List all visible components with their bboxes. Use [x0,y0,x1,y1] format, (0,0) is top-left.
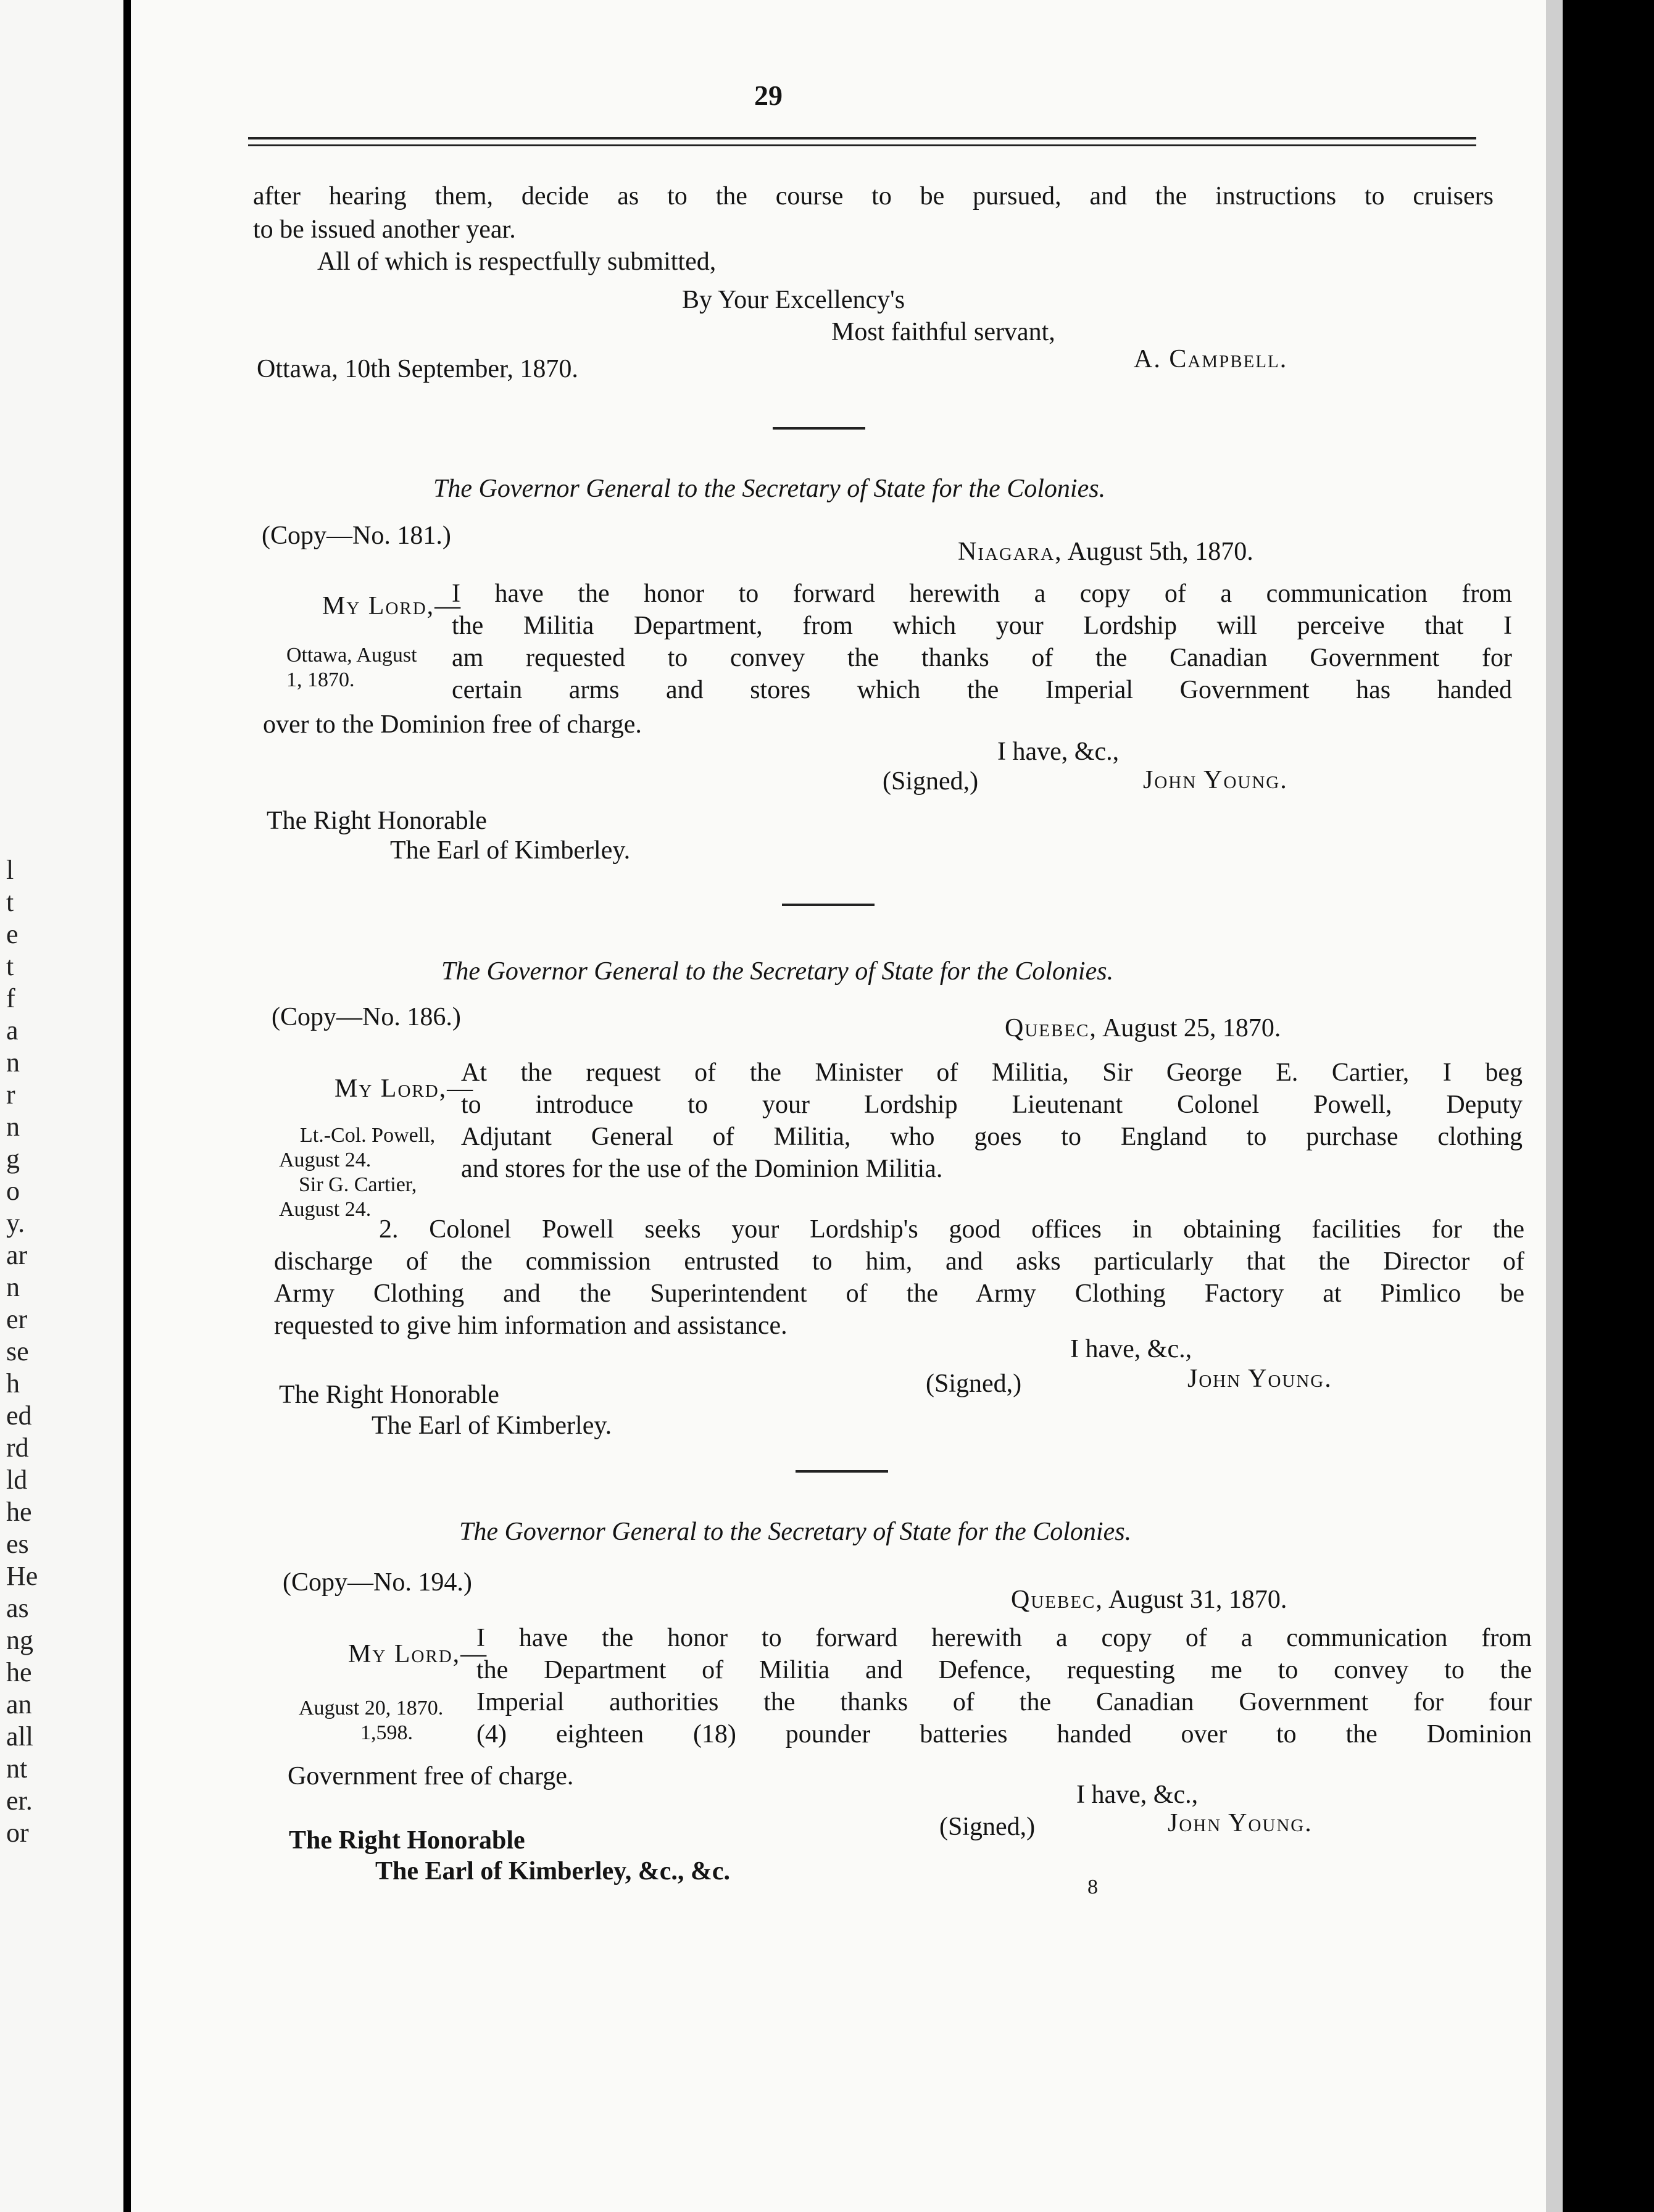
letter-3-line-3: Imperial authorities the thanks of the Canadian Government for four [476,1688,1532,1716]
facing-page-fragment: nt [6,1753,28,1784]
facing-page-fragment: ed [6,1400,32,1431]
facing-page-fragment: n [6,1272,20,1302]
letter-2-salutation: My Lord,— [335,1075,475,1103]
footer-mark: 8 [1087,1876,1098,1898]
facing-page-fragment: r [6,1079,15,1110]
letter-2-para2-line-2: discharge of the commission entrusted to him, and asks particularly that the Director of [274,1247,1524,1276]
letter-2-line-4: and stores for the use of the Dominion Militia. [461,1155,943,1183]
facing-page-fragment: g [6,1144,20,1174]
letter-1-copy-no: (Copy—No. 181.) [262,522,451,550]
letter-2-heading: The Governor General to the Secretary of State for the Colonies. [441,957,1114,986]
letter-1-signer: John Young. [1143,766,1288,794]
facing-page-fragment: t [6,951,14,981]
letter-2-line-2: to introduce to your Lordship Lieutenant Colonel Powell, Deputy [461,1091,1523,1119]
opening-line-3: All of which is respectfully submitted, [317,247,717,276]
letter-3-place: Quebec, [1011,1586,1103,1614]
letter-2-margin-note-3: Sir G. Cartier, [299,1173,417,1196]
letter-3-line-4: (4) eighteen (18) pounder batteries handed over to the Dominion [476,1720,1532,1748]
facing-page-fragment: rd [6,1432,29,1463]
header-rule-bottom [248,144,1476,146]
facing-page-fragment: he [6,1657,32,1687]
letter-1-margin-note-2: 1, 1870. [286,668,355,691]
facing-page-fragment: e [6,919,19,949]
letter-1-date: August 5th, 1870. [1067,538,1253,566]
facing-page-fragment: ar [6,1240,28,1270]
letter-1-line-5: over to the Dominion free of charge. [263,710,642,739]
letter-2-place: Quebec, [1005,1014,1097,1042]
facing-page-fragment: n [6,1047,20,1078]
letter-1-signed: (Signed,) [883,767,979,796]
letter-3-signed: (Signed,) [939,1813,1036,1841]
opening-line-2: to be issued another year. [253,215,516,244]
facing-page-fragment: f [6,983,15,1013]
letter-3-addressee-1: The Right Honorable [289,1826,525,1855]
letter-1-line-4: certain arms and stores which the Imperial Government has handed [452,676,1512,704]
letter-1-dateline [958,536,1253,568]
letter-2-signed: (Signed,) [926,1370,1022,1398]
letter-2-signer: John Young. [1187,1365,1332,1393]
letter-2-line-1: At the request of the Minister of Militia, Sir George E. Cartier, I beg [461,1058,1523,1087]
facing-page-fragment: an [6,1689,32,1719]
facing-page-fragment: all [6,1721,33,1752]
facing-page [0,0,123,2212]
letter-3-line-5: Government free of charge. [288,1762,574,1790]
separator-1 [773,427,865,430]
letter-2-para2-line-3: Army Clothing and the Superintendent of the Army Clothing Factory at Pimlico be [274,1279,1524,1308]
facing-page-fragment: es [6,1529,29,1559]
letter-2-line-3: Adjutant General of Militia, who goes to England to purchase clothing [461,1123,1523,1151]
letter-1-place: Niagara, [958,538,1063,566]
facing-page-fragment: n [6,1112,20,1142]
letter-2-addressee-2: The Earl of Kimberley. [372,1412,612,1440]
letter-3-addressee-2: The Earl of Kimberley, &c., &c. [375,1857,731,1886]
facing-page-fragment: he [6,1497,32,1527]
gutter [126,0,131,2212]
letter-1-addressee-1: The Right Honorable [267,807,487,835]
letter-3-line-1: I have the honor to forward herewith a copy of a communication from [476,1624,1532,1652]
signature: A. Campbell. [1134,345,1288,373]
closing-line-2: Most faithful servant, [831,318,1055,346]
facing-page-fragment: er. [6,1786,33,1816]
document-page [131,0,1563,2212]
letter-1-line-3: am requested to convey the thanks of the Canadian Government for [452,644,1512,672]
letter-2-margin-note-1: Lt.-Col. Powell, [300,1124,436,1147]
letter-3-salutation: My Lord,— [348,1640,488,1668]
closing-line-1: By Your Excellency's [682,286,905,314]
letter-1-line-1: I have the honor to forward herewith a copy of a communication from [452,580,1512,608]
letter-2-para2-line-4: requested to give him information and assistance. [274,1312,788,1340]
letter-3-ihave: I have, &c., [1076,1781,1199,1809]
letter-1-margin-note-1: Ottawa, August [286,644,417,667]
facing-page-fragment: t [6,887,14,917]
letter-2-copy-no: (Copy—No. 186.) [272,1003,461,1031]
letter-2-margin-note-4: August 24. [279,1198,372,1221]
letter-2-para2-line-1: 2. Colonel Powell seeks your Lordship's good offices in obtaining facilities for the [379,1215,1524,1244]
letter-3-heading: The Governor General to the Secretary of State for the Colonies. [459,1518,1132,1546]
header-rule-top [248,137,1476,139]
letter-3-line-2: the Department of Militia and Defence, requesting me to convey to the [476,1656,1532,1684]
letter-2-addressee-1: The Right Honorable [279,1381,499,1409]
page-number: 29 [754,80,783,111]
facing-page-fragment: or [6,1818,29,1848]
separator-3 [796,1470,888,1473]
letter-1-line-2: the Militia Department, from which your Lordship will perceive that I [452,612,1512,640]
facing-page-fragment: l [6,855,14,885]
letter-3-margin-note-1: August 20, 1870. [299,1697,444,1719]
facing-page-fragment: se [6,1336,29,1366]
facing-page-fragment: ld [6,1465,28,1495]
scan-border [1563,0,1654,2212]
letter-2-ihave: I have, &c., [1070,1335,1192,1363]
letter-2-margin-note-2: August 24. [279,1149,372,1171]
letter-2-date: August 25, 1870. [1102,1014,1281,1042]
page-edge-shadow [1546,0,1563,2212]
facing-page-fragment: y. [6,1208,25,1238]
letter-1-salutation: My Lord,— [322,592,462,620]
facing-page-fragment: ng [6,1625,33,1655]
letter-3-date: August 31, 1870. [1108,1586,1287,1614]
separator-2 [782,904,875,906]
facing-page-fragment: He [6,1561,38,1591]
letter-3-signer: John Young. [1168,1809,1313,1837]
facing-page-fragment: er [6,1304,28,1334]
letter-2-dateline [1005,1012,1281,1044]
letter-1-addressee-2: The Earl of Kimberley. [390,836,631,865]
facing-page-fragment: as [6,1593,29,1623]
letter-3-copy-no: (Copy—No. 194.) [283,1568,472,1597]
letter-1-ihave: I have, &c., [997,738,1120,766]
facing-page-fragment: o [6,1176,20,1206]
place-date: Ottawa, 10th September, 1870. [257,355,578,383]
facing-page-fragment: a [6,1015,19,1046]
opening-line-1: after hearing them, decide as to the course to be pursued, and the instructions to cruisers [253,182,1494,210]
letter-3-dateline [1011,1584,1287,1616]
letter-3-margin-note-2: 1,598. [360,1721,413,1744]
letter-1-heading: The Governor General to the Secretary of State for the Colonies. [433,475,1106,503]
facing-page-fragment: h [6,1368,20,1399]
